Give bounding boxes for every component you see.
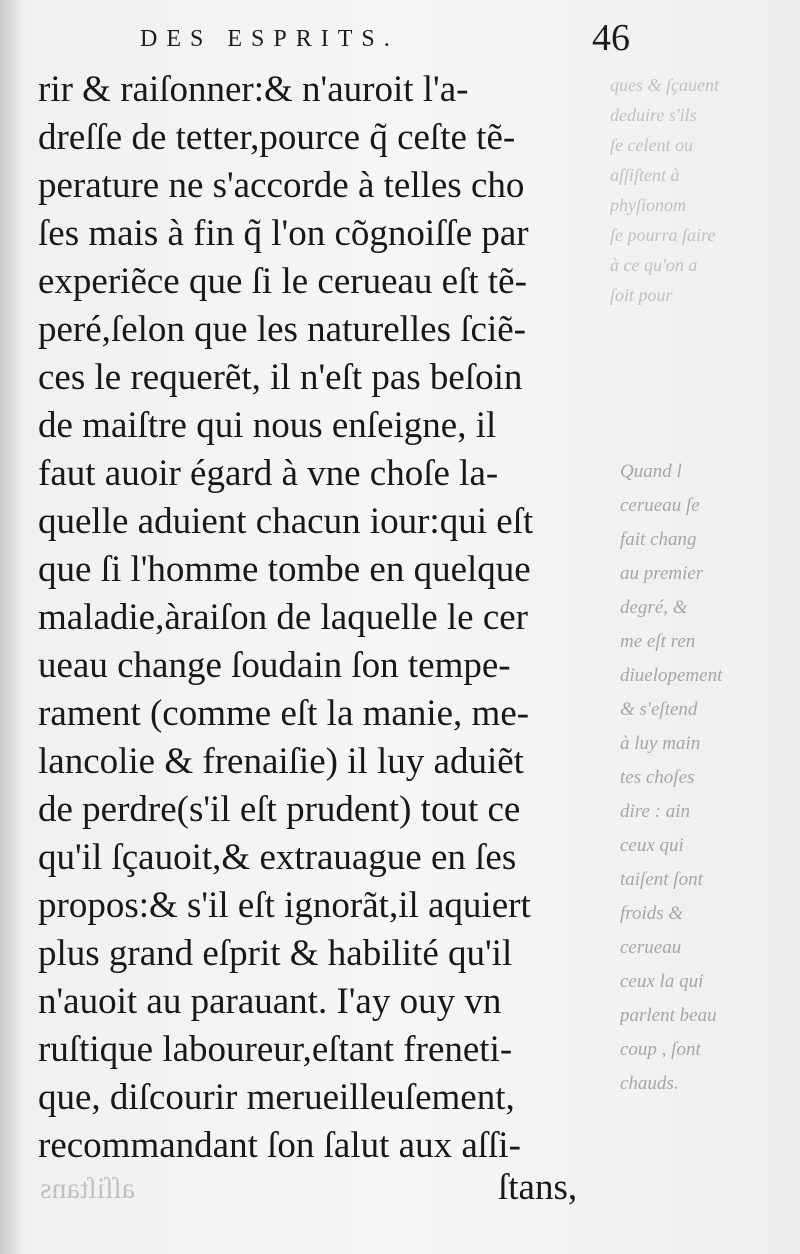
text-line: rament (comme eſt la manie, me- bbox=[38, 693, 530, 734]
bottom-bleed-text: aſſiſtans bbox=[40, 1172, 135, 1205]
margin-line: froids & bbox=[620, 903, 684, 924]
margin-line: ceux la qui bbox=[620, 971, 704, 992]
margin-line: diuelopement bbox=[620, 665, 723, 686]
text-line: rir & raiſonner:& n'auroit l'a- bbox=[38, 69, 469, 110]
bleed-line: aſſiſtent à bbox=[610, 165, 680, 185]
text-line: ces le requerẽt, il n'eſt pas beſoin bbox=[38, 357, 523, 398]
body-text bbox=[38, 66, 618, 1170]
text-line: de maiſtre qui nous enſeigne, il bbox=[38, 405, 497, 446]
page-header bbox=[140, 14, 640, 64]
margin-line: dire : ain bbox=[620, 801, 691, 822]
bleed-line: ſe pourra ſaire bbox=[610, 225, 716, 245]
bleed-line: à ce qu'on a bbox=[610, 255, 698, 275]
text-line: que ſi l'homme tombe en quelque bbox=[38, 549, 531, 590]
bleed-line: ſoit pour bbox=[610, 285, 673, 305]
text-line: maladie,àraiſon de laquelle le cer bbox=[38, 597, 528, 638]
text-line: ruſtique laboureur,eſtant freneti- bbox=[38, 1029, 513, 1070]
bleed-line: ques & ſçauent bbox=[610, 75, 719, 95]
gutter-shadow bbox=[0, 0, 24, 1254]
margin-line: au premier bbox=[620, 563, 704, 584]
text-line: recommandant ſon ſalut aux aſſi- bbox=[38, 1125, 521, 1166]
text-line: de perdre(s'il eſt prudent) tout ce bbox=[38, 789, 521, 830]
text-line: experiẽce que ſi le cerueau eſt tẽ- bbox=[38, 261, 527, 302]
margin-line: taiſent ſont bbox=[620, 869, 703, 890]
margin-line: parlent beau bbox=[620, 1005, 717, 1026]
margin-line: me eſt ren bbox=[620, 631, 696, 652]
text-line: quelle aduient chacun iour:qui eſt bbox=[38, 501, 534, 542]
text-line: dreſſe de tetter,pource q̃ ceſte tẽ- bbox=[38, 117, 516, 158]
facing-page-bleed-text bbox=[610, 70, 790, 310]
text-line: lancolie & frenaiſie) il luy aduiẽt bbox=[38, 741, 524, 782]
margin-line: ceux qui bbox=[620, 835, 684, 856]
bleed-line: ſe celent ou bbox=[610, 135, 693, 155]
margin-line: à luy main bbox=[620, 733, 701, 754]
text-line: ueau change ſoudain ſon tempe- bbox=[38, 645, 511, 686]
margin-line: & s'eſtend bbox=[620, 699, 698, 720]
text-line: qu'il ſçauoit,& extrauague en ſes bbox=[38, 837, 517, 878]
text-line: que, diſcourir merueilleuſement, bbox=[38, 1077, 515, 1118]
margin-line: fait chang bbox=[620, 529, 697, 550]
text-line: perature ne s'accorde à telles cho bbox=[38, 165, 525, 206]
catchword: ſtans, bbox=[498, 1167, 578, 1208]
margin-line: degré, & bbox=[620, 597, 688, 618]
margin-line: Quand l bbox=[620, 461, 682, 482]
bleed-line: phyſionom bbox=[610, 195, 686, 215]
text-line: faut auoir égard à vne choſe la- bbox=[38, 453, 499, 494]
margin-line: cerueau bbox=[620, 937, 682, 958]
text-line: ſes mais à fin q̃ l'on cõgnoiſſe par bbox=[38, 213, 529, 254]
page-number: 46 bbox=[592, 17, 630, 59]
text-line: n'auoit au parauant. I'ay ouy vn bbox=[38, 981, 502, 1022]
margin-line: tes choſes bbox=[620, 767, 695, 788]
bleed-line: deduire s'ils bbox=[610, 105, 697, 125]
text-line: plus grand eſprit & habilité qu'il bbox=[38, 933, 513, 974]
running-head: DES ESPRITS. bbox=[140, 26, 399, 52]
margin-note-bleed bbox=[620, 455, 790, 1101]
text-line: peré,ſelon que les naturelles ſciẽ- bbox=[38, 309, 526, 350]
margin-line: cerueau ſe bbox=[620, 495, 700, 516]
margin-line: coup , ſont bbox=[620, 1039, 701, 1060]
margin-line: chauds. bbox=[620, 1073, 679, 1094]
text-line: propos:& s'il eſt ignorãt,il aquiert bbox=[38, 885, 531, 926]
